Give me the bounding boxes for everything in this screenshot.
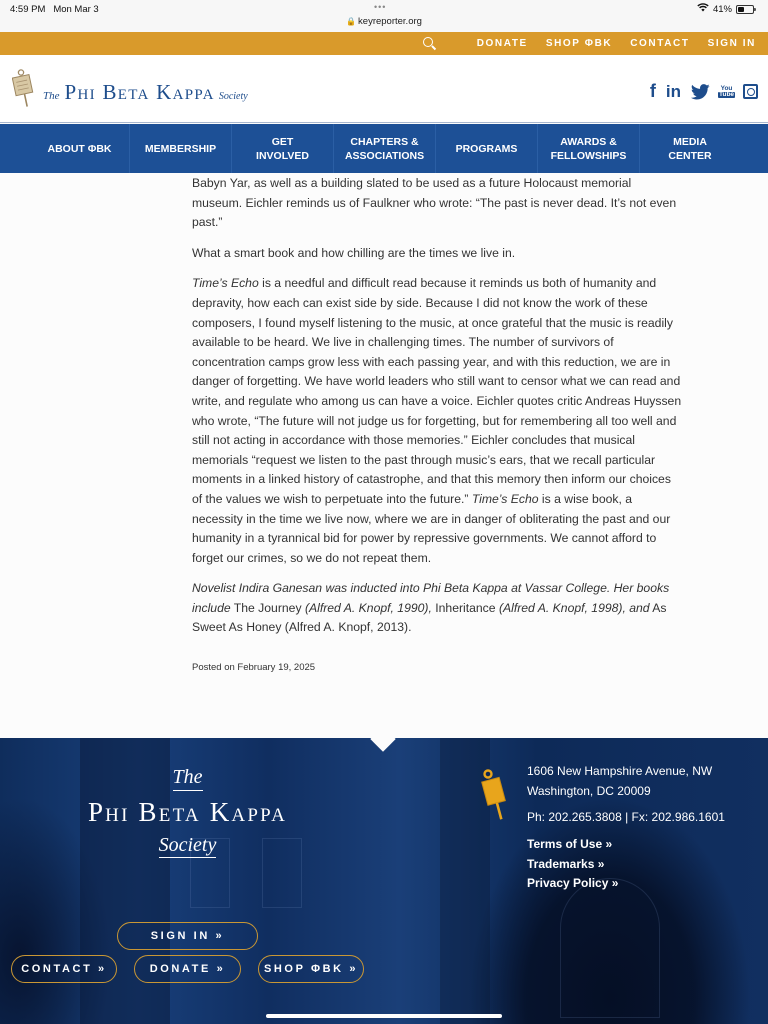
status-time: 4:59 PM Mon Mar 3 <box>10 4 99 15</box>
paragraph-text: is a wise book, a necessity in the time we live now, where we are in danger of obliterating the past and our humanity in a tyrannical bid for power by repressive governments. We cannot afford to forget our crimes, so we do not repeat them. <box>192 491 671 565</box>
site-footer <box>0 738 768 1024</box>
brand-the: The <box>43 90 60 102</box>
nav-chapters[interactable]: CHAPTERS & ASSOCIATIONS <box>334 124 436 173</box>
youtube-you: You <box>720 84 733 92</box>
footer-logo-society: Society <box>158 834 217 856</box>
footer-logo[interactable] <box>40 766 335 858</box>
bio-book-title: Inheritance <box>431 600 499 615</box>
footer-sign-in-button[interactable]: SIGN IN » <box>117 922 258 950</box>
address-line-2: Washington, DC 20009 <box>527 783 651 798</box>
footer-logo-the: The <box>173 766 203 791</box>
nav-media-center[interactable]: MEDIA CENTER <box>668 135 712 162</box>
terms-of-use-link[interactable]: Terms of Use » <box>527 837 613 851</box>
youtube-icon[interactable] <box>720 86 733 98</box>
posted-date: Posted on February 19, 2025 <box>192 662 316 673</box>
site-header <box>0 55 768 123</box>
article-paragraph <box>192 274 682 568</box>
search-icon[interactable] <box>423 37 437 51</box>
ios-status-bar <box>0 0 768 32</box>
author-bio <box>192 579 682 638</box>
pbk-key-logo-icon[interactable] <box>12 69 34 109</box>
util-contact-link[interactable]: CONTACT <box>630 38 690 49</box>
bio-text: Novelist Indira Ganesan was inducted into Phi Beta Kappa at Vassar College. Her books include <box>192 581 670 615</box>
url-bar[interactable] <box>0 16 768 27</box>
article-body <box>192 174 682 649</box>
bio-book-title: The Journey <box>230 600 305 615</box>
privacy-policy-link[interactable]: Privacy Policy » <box>527 876 619 890</box>
site-brand[interactable] <box>43 80 248 105</box>
instagram-icon[interactable] <box>743 84 758 99</box>
util-sign-in-link[interactable]: SIGN IN <box>707 38 756 49</box>
linkedin-icon[interactable]: in <box>665 81 681 101</box>
paragraph-text: is a needful and difficult read because it reminds us both of humanity and depravity, how each can exist side by side. Because I did not know the work of these composers, I found myself listening to the music, at once grateful that the music is readily available to be heard. We live in challenging times. The number of survivors of concentration camps grow less with each passing year, and with this reduction, we are in danger of forgetting. We have world leaders who still want to censor what we can read and write, and regulate who among us can have a voice. Eichler quotes critic Andreas Huyssen who wrote, “The future will not judge us for forgetting, but for remembering all too well and still not acting in accordance with those memories.” Eichler concludes that musical memorials “request we listen to the past through music’s ears, that we recall particular moments in a linked history of catastrophe, and that this memory then inform our choices of the values we wish to perpetuate into the future.” <box>192 276 682 506</box>
multitasking-dots-icon[interactable]: ••• <box>374 2 387 12</box>
nav-programs[interactable]: PROGRAMS <box>436 124 538 173</box>
footer-bg-arch <box>560 878 660 1018</box>
twitter-icon[interactable] <box>691 84 710 100</box>
main-nav <box>0 124 768 173</box>
footer-contact-button[interactable]: CONTACT » <box>11 955 117 983</box>
utility-nav <box>0 32 768 55</box>
battery-icon <box>736 5 754 14</box>
util-shop-link[interactable]: SHOP ΦBK <box>545 38 613 49</box>
book-title: Time’s Echo <box>471 491 539 506</box>
footer-logo-name: Phi Beta Kappa <box>87 797 288 827</box>
article-paragraph: What a smart book and how chilling are the times we live in. <box>192 245 516 260</box>
bio-book-title: As Sweet As Honey (Alfred A. Knopf, 2013). <box>192 600 667 635</box>
footer-contact-info <box>527 762 725 828</box>
social-links <box>650 81 758 102</box>
trademarks-link[interactable]: Trademarks » <box>527 856 605 871</box>
book-title: Time’s Echo <box>192 276 259 291</box>
nav-about[interactable]: ABOUT ΦBK <box>30 124 130 173</box>
nav-get-involved[interactable]: GET INVOLVED <box>232 124 334 173</box>
bio-text: (Alfred A. Knopf, 1990), <box>304 600 432 615</box>
wifi-icon <box>697 3 709 15</box>
battery-percent: 41% <box>712 3 732 15</box>
brand-society: Society <box>218 91 248 102</box>
nav-membership[interactable]: MEMBERSHIP <box>130 124 232 173</box>
facebook-icon[interactable]: f <box>649 81 656 101</box>
lock-icon: 🔒 <box>346 17 357 26</box>
bio-text: (Alfred A. Knopf, 1998), and <box>498 600 650 615</box>
article-paragraph: Babyn Yar, as well as a building slated to be used as a future Holocaust memorial museum. Eichler reminds us of Faulkner who wrote: “The past is never dead. It’s not even past.” <box>192 176 677 230</box>
status-right <box>697 3 754 15</box>
brand-name: Phi Beta Kappa <box>64 80 215 104</box>
nav-awards[interactable]: AWARDS & FELLOWSHIPS <box>538 124 640 173</box>
battery-fill <box>738 7 744 12</box>
footer-links <box>527 835 618 894</box>
url-text: keyreporter.org <box>358 16 422 27</box>
home-indicator[interactable] <box>266 1014 502 1018</box>
phone-fax: Ph: 202.265.3808 | Fx: 202.986.1601 <box>527 810 725 824</box>
util-donate-link[interactable]: DONATE <box>476 38 528 49</box>
youtube-tube: Tube <box>718 90 735 98</box>
footer-shop-button[interactable]: SHOP ΦBK » <box>258 955 364 983</box>
pbk-key-icon <box>480 768 510 824</box>
footer-donate-button[interactable]: DONATE » <box>134 955 241 983</box>
address-line-1: 1606 New Hampshire Avenue, NW <box>527 764 713 778</box>
